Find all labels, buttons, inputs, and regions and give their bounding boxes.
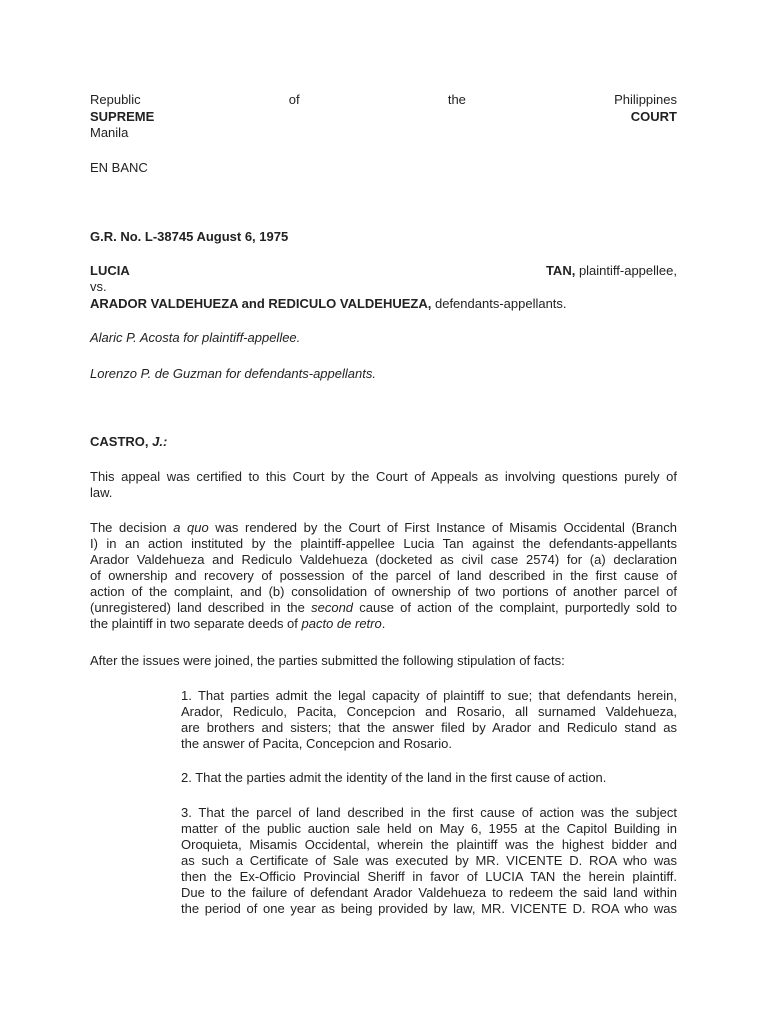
- the-word: the: [447, 92, 466, 107]
- city-line: Manila: [90, 125, 129, 140]
- court-line: [90, 109, 677, 125]
- republic-word: Republic: [90, 92, 141, 107]
- author-title: J.:: [148, 434, 168, 449]
- paragraph-decision: [90, 520, 677, 632]
- stipulation-line: are brothers and sisters; that the answer filed by Arador and Rediculo stand as: [181, 720, 677, 735]
- plaintiff-last-name: TAN,: [545, 263, 576, 278]
- paragraph-stipulation-intro: After the issues were joined, the parties submitted the following stipulation of facts:: [90, 653, 565, 668]
- paragraph-line: [90, 600, 677, 616]
- versus-line: vs.: [90, 279, 107, 294]
- stipulation-line: 3. That the parcel of land described in the first cause of action was the subject: [181, 805, 677, 820]
- court-word: COURT: [630, 109, 677, 124]
- division-line: EN BANC: [90, 160, 148, 175]
- text-run: the plaintiff in two separate deeds of: [90, 616, 302, 631]
- paragraph-line: [90, 520, 677, 536]
- paragraph-line: [90, 616, 677, 632]
- of-word: of: [288, 92, 300, 107]
- defendants-names: ARADOR VALDEHUEZA and REDICULO VALDEHUEZA,: [90, 296, 432, 311]
- stipulation-item-1: [181, 688, 677, 752]
- stipulation-line: Due to the failure of defendant Arador Valdehueza to redeem the said land within: [181, 885, 677, 900]
- stipulation-item-3: [181, 805, 677, 917]
- stipulation-line: Arador, Rediculo, Pacita, Concepcion and Rosario, all surnamed Valdehueza,: [181, 704, 677, 719]
- philippines-word: Philippines: [614, 92, 677, 107]
- paragraph-line: Arador Valdehueza and Rediculo Valdehueza (docketed as civil case 2574) for (a) declaration: [90, 552, 677, 567]
- italic-run: a quo: [173, 520, 209, 535]
- stipulation-line: matter of the public auction sale held on May 6, 1955 at the Capitol Building in: [181, 821, 677, 836]
- defendants-role: defendants-appellants.: [431, 296, 567, 311]
- paragraph-line: This appeal was certified to this Court by the Court of Appeals as involving questions purely of: [90, 469, 677, 484]
- case-number-date: G.R. No. L-38745 August 6, 1975: [90, 229, 289, 244]
- republic-line: [90, 92, 677, 108]
- plaintiff-line: [90, 263, 677, 279]
- plaintiff-first-name: LUCIA: [90, 263, 130, 278]
- text-run: .: [381, 616, 386, 631]
- counsel-defendants: Lorenzo P. de Guzman for defendants-appellants.: [90, 366, 376, 381]
- stipulation-item-2: 2. That the parties admit the identity of the land in the first cause of action.: [181, 770, 607, 785]
- stipulation-line: as such a Certificate of Sale was executed by MR. VICENTE D. ROA who was: [181, 853, 677, 868]
- paragraph-certification: [90, 469, 677, 501]
- stipulation-line: the answer of Pacita, Concepcion and Rosario.: [181, 736, 452, 751]
- paragraph-line: law.: [90, 485, 113, 500]
- defendants-line: [90, 296, 677, 312]
- stipulation-line: then the Ex-Officio Provincial Sheriff in favor of LUCIA TAN the herein plaintiff.: [181, 869, 677, 884]
- paragraph-line: of ownership and recovery of possession of the parcel of land described in the first cause of: [90, 568, 677, 583]
- text-run: (unregistered) land described in the: [90, 600, 312, 615]
- counsel-plaintiff: Alaric P. Acosta for plaintiff-appellee.: [90, 330, 301, 345]
- author-name: CASTRO,: [90, 434, 149, 449]
- paragraph-line: action of the complaint, and (b) consolidation of ownership of two portions of another parcel of: [90, 584, 677, 599]
- stipulation-line: the period of one year as being provided by law, MR. VICENTE D. ROA who was: [181, 901, 677, 916]
- text-run: was rendered by the Court of First Instance of Misamis Occidental (Branch: [208, 520, 677, 535]
- italic-run: pacto de retro: [301, 616, 382, 631]
- stipulation-line: Oroquieta, Misamis Occidental, wherein the plaintiff was the highest bidder and: [181, 837, 677, 852]
- italic-run: second: [311, 600, 354, 615]
- paragraph-line: I) in an action instituted by the plaintiff-appellee Lucia Tan against the defendants-appellants: [90, 536, 677, 551]
- plaintiff-role: plaintiff-appellee,: [575, 263, 677, 278]
- text-run: cause of action of the complaint, purportedly sold to: [353, 600, 678, 615]
- plaintiff-last-group: [546, 263, 677, 279]
- opinion-author: [90, 434, 677, 450]
- text-run: The decision: [90, 520, 174, 535]
- supreme-word: SUPREME: [90, 109, 155, 124]
- stipulation-line: 1. That parties admit the legal capacity of plaintiff to sue; that defendants herein,: [181, 688, 677, 703]
